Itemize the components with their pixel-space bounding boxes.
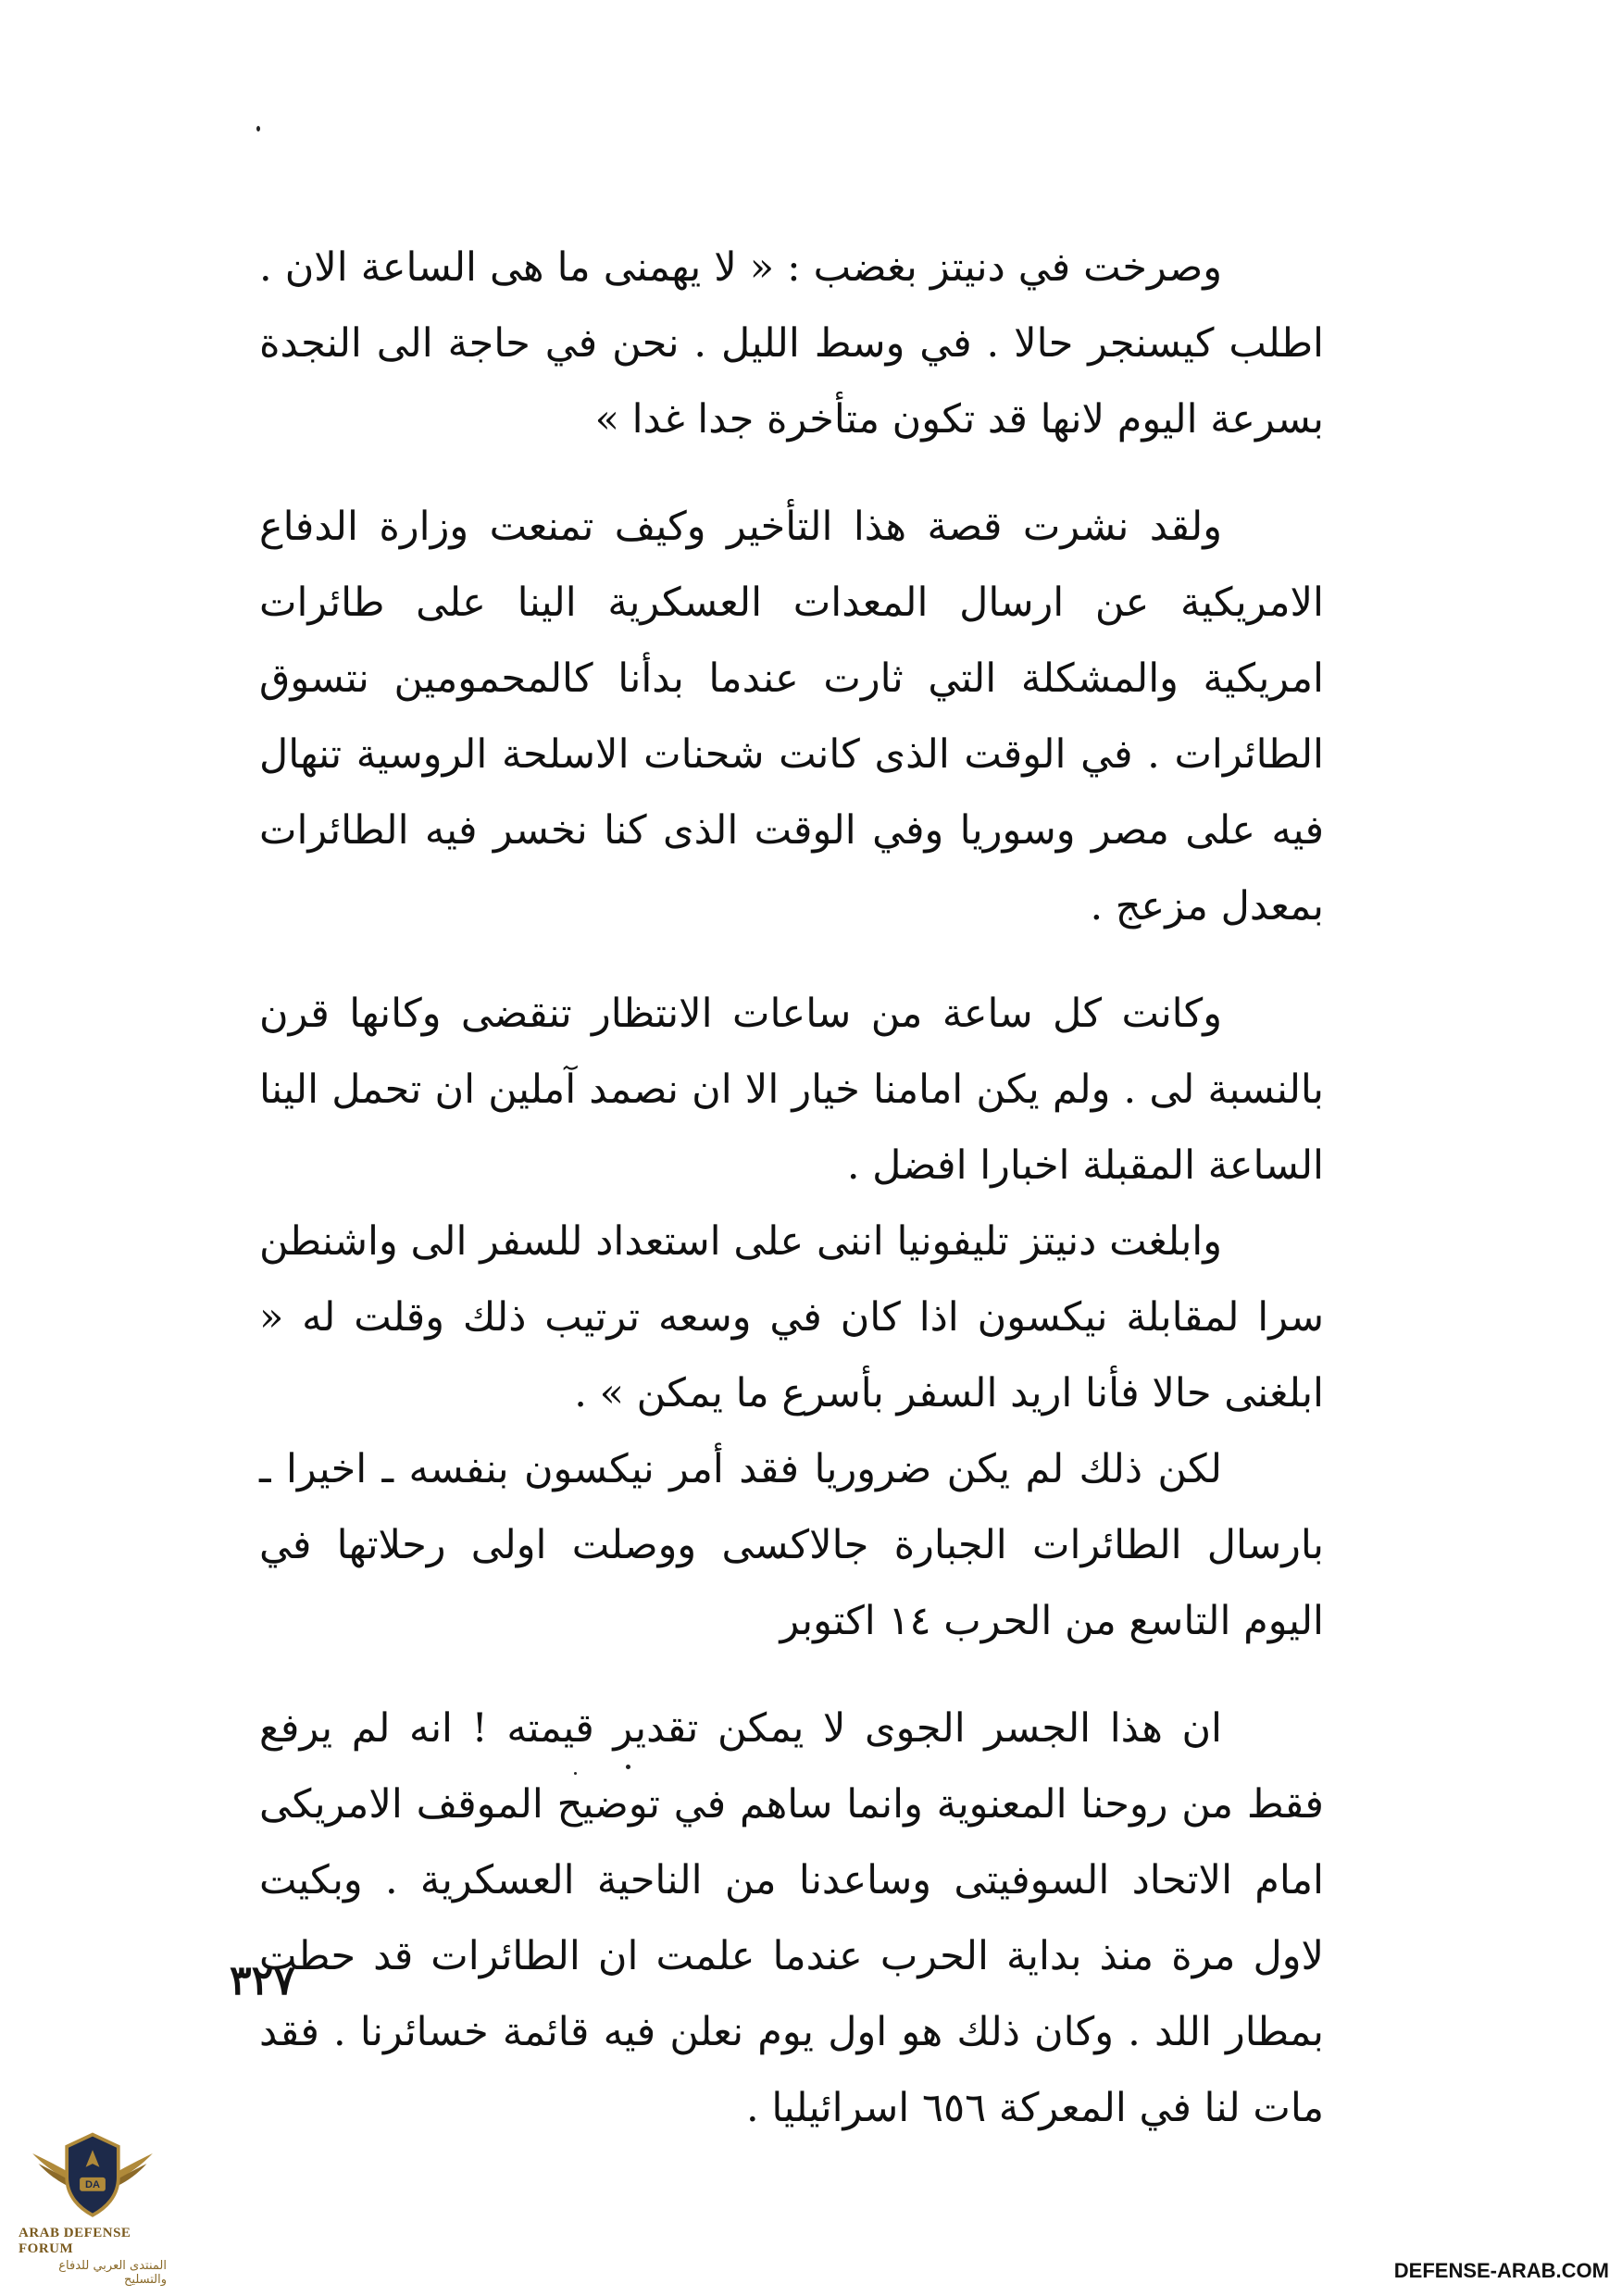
- ink-speck: [574, 1772, 577, 1775]
- body-text: [259, 230, 1324, 2146]
- paragraph-4: وابلغت دنيتز تليفونيا اننى على استعداد للسفر الى واشنطن سرا لمقابلة نيكسون اذا كان في وسعه ترتيب ذلك وقلت له « ابلغنى حالا فأنا اريد السفر بأسرع ما يمكن » .: [259, 1218, 1324, 1416]
- site-url: DEFENSE-ARAB.COM: [1393, 2259, 1609, 2282]
- logo-title: ARAB DEFENSE FORUM: [19, 2226, 131, 2256]
- paragraph-5: لكن ذلك لم يكن ضروريا فقد أمر نيكسون بنفسه ـ اخيرا ـ بارسال الطائرات الجبارة جالاكسى ووصلت اولى رحلاتها في اليوم التاسع من الحرب ١٤ اكتوبر: [259, 1446, 1324, 1644]
- ink-speck: [626, 1765, 630, 1769]
- paragraph-6: ان هذا الجسر الجوى لا يمكن تقدير قيمته ! انه لم يرفع فقط من روحنا المعنوية وانما ساهم في توضيح الموقف الامريكى امام الاتحاد السوفيتى وساعدنا من الناحية العسكرية . وبكيت لاول مرة منذ بداية الحرب عندما علمت ان الطائرات قد حطت بمطار اللد . وكان ذلك هو اول يوم نعلن فيه قائمة خسائرنا . فقد مات لنا في المعركة ٦٥٦ اسرائيليا .: [259, 1705, 1324, 2131]
- svg-text:DA: DA: [84, 2179, 101, 2191]
- page-number: ٣٢٧: [230, 1957, 295, 2004]
- paragraph-3: وكانت كل ساعة من ساعات الانتظار تنقضى وكانها قرن بالنسبة لى . ولم يكن امامنا خيار الا ان نصمد آملين ان تحمل الينا الساعة المقبلة اخبارا افضل .: [259, 991, 1324, 1189]
- forum-logo: [19, 2129, 167, 2287]
- paragraph-2: ولقد نشرت قصة هذا التأخير وكيف تمنعت وزارة الدفاع الامريكية عن ارسال المعدات العسكرية الينا على طائرات امريكية والمشكلة التي ثارت عندما بدأنا كالمحمومين نتسوق الطائرات . في الوقت الذى كانت شحنات الاسلحة الروسية تنهال فيه على مصر وسوريا وفي الوقت الذى كنا نخسر فيه الطائرات بمعدل مزعج .: [259, 504, 1324, 930]
- ink-speck: [256, 126, 260, 131]
- paragraph-1: وصرخت في دنيتز بغضب : « لا يهمنى ما هى الساعة الان . اطلب كيسنجر حالا . في وسط الليل . نحن في حاجة الى النجدة بسرعة اليوم لانها قد تكون متأخرة جدا غدا »: [259, 244, 1324, 443]
- eagle-shield-icon: [23, 2129, 162, 2224]
- logo-subtitle: المنتدى العربي للدفاع والتسليح: [58, 2259, 167, 2287]
